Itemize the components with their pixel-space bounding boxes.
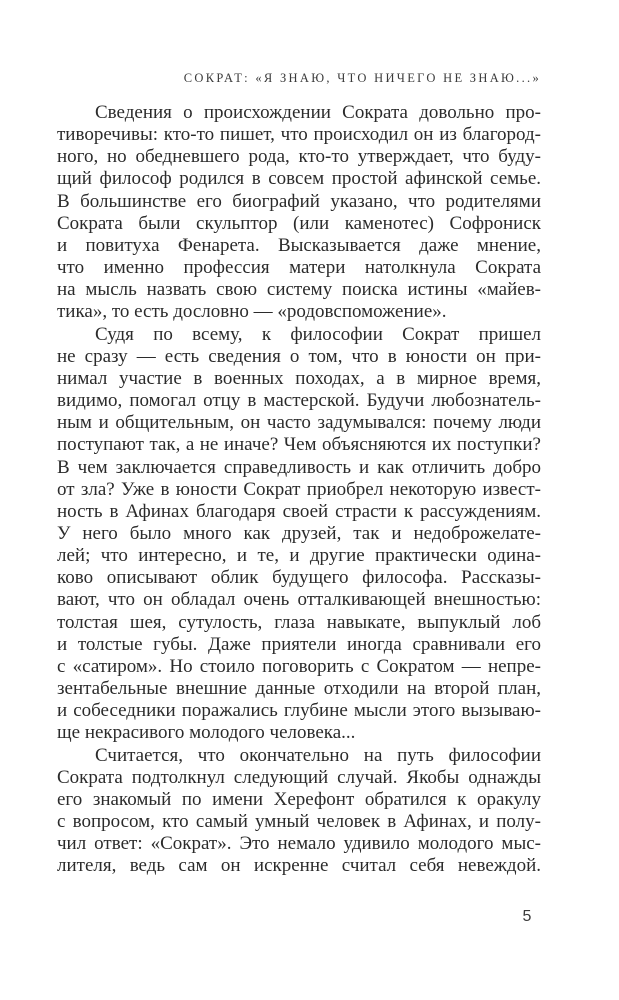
text-line: ще некрасивого молодого человека... (57, 722, 356, 744)
body-text (57, 102, 541, 877)
paragraph (57, 324, 541, 745)
text-line: В большинстве его биографий указано, что родителями (57, 190, 541, 212)
text-line: тика», то есть дословно — «родовспоможение». (57, 301, 447, 323)
text-line: что именно профессия матери натолкнула Сократа (57, 257, 541, 279)
text-line: тиворечивы: кто-то пишет, что происходил он из благород- (57, 124, 541, 146)
text-line: У него было много как друзей, так и недоброжелате- (57, 522, 541, 544)
text-line: его знакомый по имени Херефонт обратился к оракулу (57, 788, 541, 810)
text-line: толстая шея, сутулость, глаза навыкате, выпуклый лоб (57, 611, 541, 633)
text-line: с вопросом, кто самый умный человек в Афинах, и полу- (57, 811, 541, 832)
text-line: и повитуха Фенарета. Высказывается даже мнение, (57, 234, 541, 256)
text-line: лей; что интересно, и те, и другие практически одина- (57, 545, 541, 567)
text-line: не сразу — есть сведения о том, что в юности он при- (57, 345, 541, 367)
running-head: СОКРАТ: «Я ЗНАЮ, ЧТО НИЧЕГО НЕ ЗНАЮ...» (183, 71, 541, 85)
text-line: лителя, ведь сам он искренне считал себя невеждой. (57, 855, 541, 877)
text-line: нимал участие в военных походах, а в мирное время, (57, 367, 541, 389)
text-line: щий философ родился в совсем простой афинской семье. (57, 168, 541, 190)
text-line: и толстые губы. Даже приятели иногда сравнивали его (57, 633, 541, 655)
text-line: поступают так, а не иначе? Чем объясняются их поступки? (57, 434, 541, 456)
text-line: и собеседники поражались глубине мысли этого вызываю- (57, 700, 541, 722)
text-line: Считается, что окончательно на путь философии (95, 744, 541, 766)
text-line: на мысль назвать свою систему поиска истины «майев- (57, 279, 541, 301)
text-line: ность в Афинах благодаря своей страсти к рассуждениям. (57, 500, 541, 522)
page-number: 5 (522, 908, 532, 925)
text-line: ного, но обедневшего рода, кто-то утверждает, что буду- (57, 146, 541, 168)
text-line: зентабельные внешние данные отходили на второй план, (57, 678, 541, 700)
text-line: Сведения о происхождении Сократа довольно про- (95, 102, 541, 123)
text-line: Сократа подтолкнул следующий случай. Якобы однажды (57, 766, 541, 788)
text-line: ково описывают облик будущего философа. Рассказы- (57, 567, 541, 589)
text-line: с «сатиром». Но стоило поговорить с Сократом — непре- (57, 655, 541, 677)
text-line: видимо, помогал отцу в мастерской. Будучи любознатель- (57, 390, 541, 412)
text-line: чил ответ: «Сократ». Это немало удивило молодого мыс- (57, 833, 541, 855)
paragraph (57, 745, 541, 878)
text-line: Сократа были скульптор (или каменотес) Софрониск (57, 212, 541, 234)
text-line: вают, что он обладал очень отталкивающей внешностью: (57, 589, 541, 611)
paragraph (57, 102, 541, 324)
text-line: ным и общительным, он часто задумывался: почему люди (57, 412, 541, 434)
text-line: от зла? Уже в юности Сократ приобрел некоторую извест- (57, 478, 541, 500)
text-line: В чем заключается справедливость и как отличить добро (57, 456, 541, 478)
text-line: Судя по всему, к философии Сократ пришел (95, 323, 541, 345)
